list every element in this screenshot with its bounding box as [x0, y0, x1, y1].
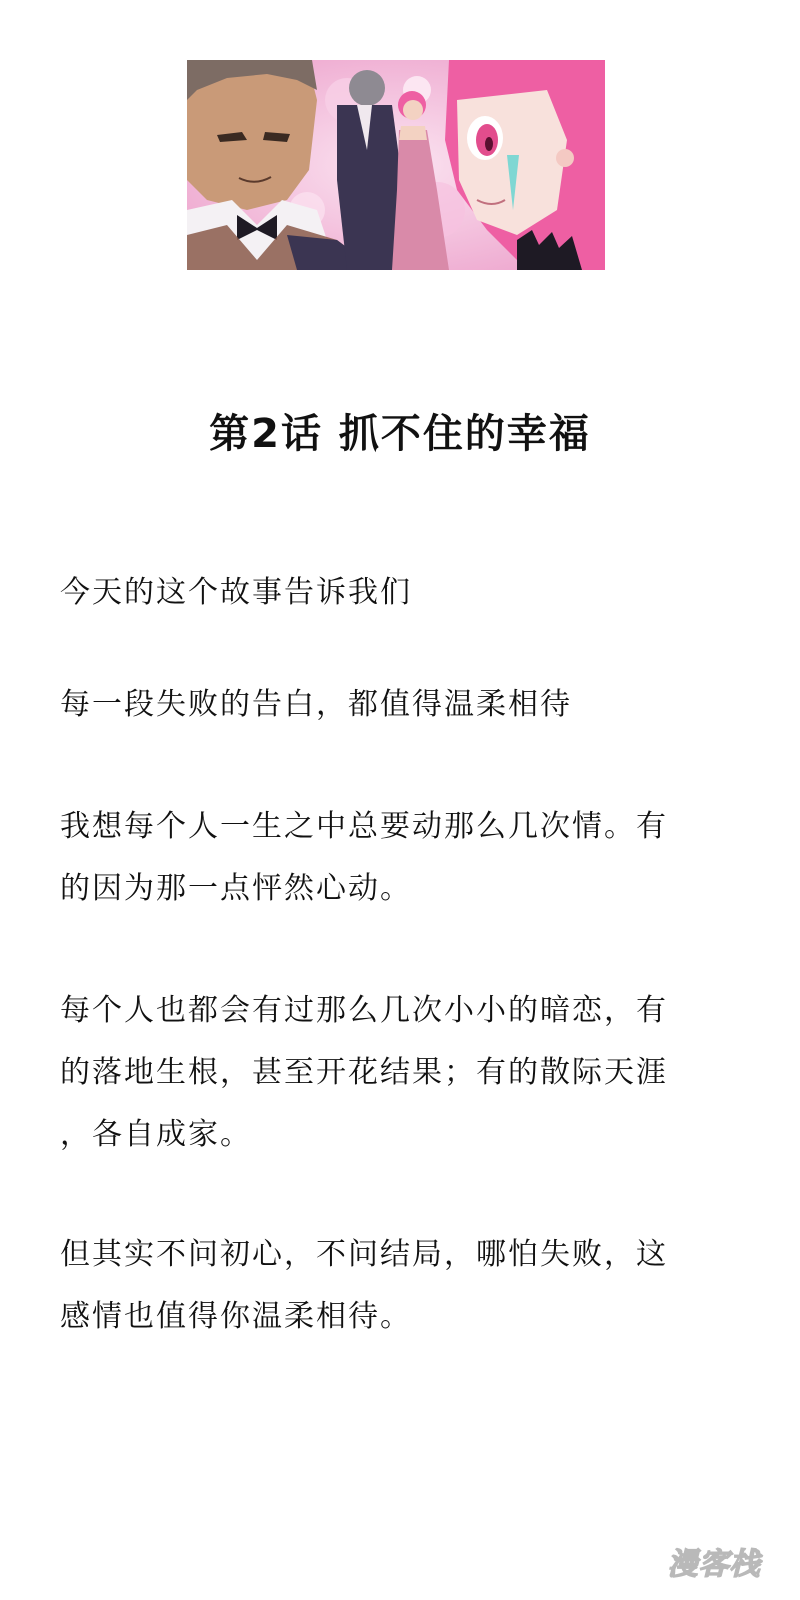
paragraph-line: 我想每个人一生之中总要动那么几次情。有 [60, 809, 668, 844]
paragraph-1 [60, 562, 730, 624]
paragraph-5 [60, 1224, 730, 1348]
site-watermark [654, 1544, 774, 1586]
chapter-title: 第2话 抓不住的幸福 [209, 411, 591, 457]
paragraph-line: 每个人也都会有过那么几次小小的暗恋，有 [60, 993, 668, 1028]
paragraph-4 [60, 980, 730, 1166]
illustration-art [187, 60, 605, 270]
paragraph-line: 的因为那一点怦然心动。 [60, 871, 412, 906]
paragraph-line: 今天的这个故事告诉我们 [60, 575, 412, 610]
paragraph-line: 但其实不问初心，不问结局，哪怕失败，这 [60, 1237, 668, 1272]
paragraph-line: 的落地生根，甚至开花结果；有的散际天涯 [60, 1055, 668, 1090]
paragraph-line: ，各自成家。 [60, 1117, 252, 1152]
paragraph-3 [60, 796, 730, 920]
paragraph-line: 每一段失败的告白，都值得温柔相待 [60, 687, 572, 722]
paragraph-line: 感情也值得你温柔相待。 [60, 1299, 412, 1334]
chapter-illustration [187, 60, 605, 270]
paragraph-2 [60, 674, 730, 736]
watermark-logo-text: 漫客栈 [667, 1547, 761, 1582]
